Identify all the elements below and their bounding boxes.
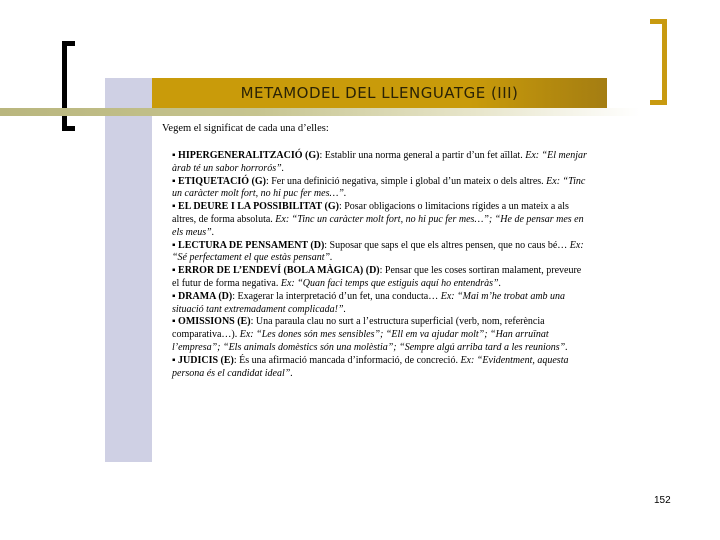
item-term: JUDICIS (E)	[178, 354, 234, 366]
list-item: ▪ HIPERGENERALITZACIÓ (G): Establir una norma general a partir d’un fet aïllat. Ex: “El menjar àrab té un sabor horrorós”.	[172, 150, 587, 174]
item-example: Ex: “Evidentment, aquesta persona és el candidat ideal”.	[172, 354, 569, 379]
item-term: HIPERGENERALITZACIÓ (G)	[178, 150, 320, 161]
item-example: Ex: “Sé perfectament el que estàs pensant”.	[172, 239, 584, 264]
item-description: : Una paraula clau no surt a l’estructura superficial (verb, nom, referència comparativa…).	[172, 316, 545, 341]
item-term: DRAMA (D)	[178, 290, 233, 302]
left-bracket-decoration	[62, 41, 75, 131]
list-item: ▪ JUDICIS (E): És una afirmació mancada d’informació, de concreció. Ex: “Evidentment, aquesta persona és el candidat ideal”.	[172, 354, 569, 379]
item-term: ERROR DE L’ENDEVÍ (BOLA MÀGICA) (D)	[178, 265, 380, 277]
side-panel-decoration	[105, 78, 152, 462]
item-description: : Posar obligacions o limitacions rígides a un mateix a als altres, de forma absoluta.	[172, 201, 569, 225]
item-term: ETIQUETACIÓ (G)	[178, 175, 266, 187]
intro-text: Vegem el significat de cada una d’elles:	[162, 123, 329, 134]
item-example: Ex: “El menjar àrab té un sabor horrorós”.	[172, 150, 587, 174]
item-term: LECTURA DE PENSAMENT (D)	[178, 239, 325, 251]
item-description: : Establir una norma general a partir d’un fet aïllat.	[319, 150, 526, 161]
item-term: EL DEURE I LA POSSIBILITAT (G)	[178, 201, 339, 213]
item-description: : És una afirmació mancada d’informació, de concreció.	[233, 354, 461, 366]
bullet-list	[172, 150, 590, 380]
title-bar	[152, 78, 607, 108]
list-item: ▪ LECTURA DE PENSAMENT (D): Suposar que saps el que els altres pensen, que no caus bé… Ex: “Sé perfectament el que estàs pensant”.	[172, 239, 584, 264]
item-example: Ex: “Tinc un caràcter molt fort, no hi puc fer mes…”; “He de pensar mes en els meus”.	[172, 213, 584, 238]
item-example: Ex: “Les dones són mes sensibles”; “Ell em va ajudar molt”; “Han arruïnat l’empresa”; “Els animals domèstics són una molèstia”; “Sempre algú arriba tard a les reunions”.	[172, 329, 568, 353]
item-example: Ex: “Quan faci temps que estiguis aquí ho entendràs”.	[280, 277, 502, 289]
item-description: : Pensar que les coses sortiran malament, preveure el futur de forma negativa.	[172, 265, 582, 289]
item-description: : Exagerar la interpretació d’un fet, una conducta…	[232, 290, 441, 302]
item-example: Ex: “Tinc un caràcter molt fort, no hi puc fer mes…”.	[172, 175, 586, 200]
item-example: Ex: “Mai m’he trobat amb una situació tant extremadament complicada!”.	[172, 290, 566, 315]
page-number: 152	[654, 495, 671, 506]
stripe-decoration	[0, 108, 640, 116]
item-description: : Fer una definició negativa, simple i global d’un mateix o dels altres.	[265, 175, 547, 187]
right-bracket-decoration	[650, 19, 667, 105]
slide-title: METAMODEL DEL LLENGUATGE (III)	[240, 84, 519, 102]
list-item: ▪ OMISSIONS (E): Una paraula clau no surt a l’estructura superficial (verb, nom, referència comparativa…). Ex: “Les dones són mes sensibles”; “Ell em va ajudar molt”; “Han arruïnat l’empresa”; “Els animals domèstics són una molèstia”; “Sempre algú arriba tard a les reunions”.	[172, 316, 568, 353]
list-item: ▪ ETIQUETACIÓ (G): Fer una definició negativa, simple i global d’un mateix o dels altres. Ex: “Tinc un caràcter molt fort, no hi puc fer mes…”.	[172, 175, 586, 200]
item-description: : Suposar que saps el que els altres pensen, que no caus bé…	[324, 239, 570, 251]
item-term: OMISSIONS (E)	[178, 316, 251, 328]
list-item: ▪ ERROR DE L’ENDEVÍ (BOLA MÀGICA) (D): Pensar que les coses sortiran malament, preveure el futur de forma negativa. Ex: “Quan faci temps que estiguis aquí ho entendràs”.	[172, 265, 582, 289]
list-item: ▪ DRAMA (D): Exagerar la interpretació d’un fet, una conducta… Ex: “Mai m’he trobat amb una situació tant extremadament complicada!”.	[172, 290, 566, 315]
list-item: ▪ EL DEURE I LA POSSIBILITAT (G): Posar obligacions o limitacions rígides a un mateix a als altres, de forma absoluta. Ex: “Tinc un caràcter molt fort, no hi puc fer mes…”; “He de pensar mes en els meus”.	[172, 201, 584, 238]
